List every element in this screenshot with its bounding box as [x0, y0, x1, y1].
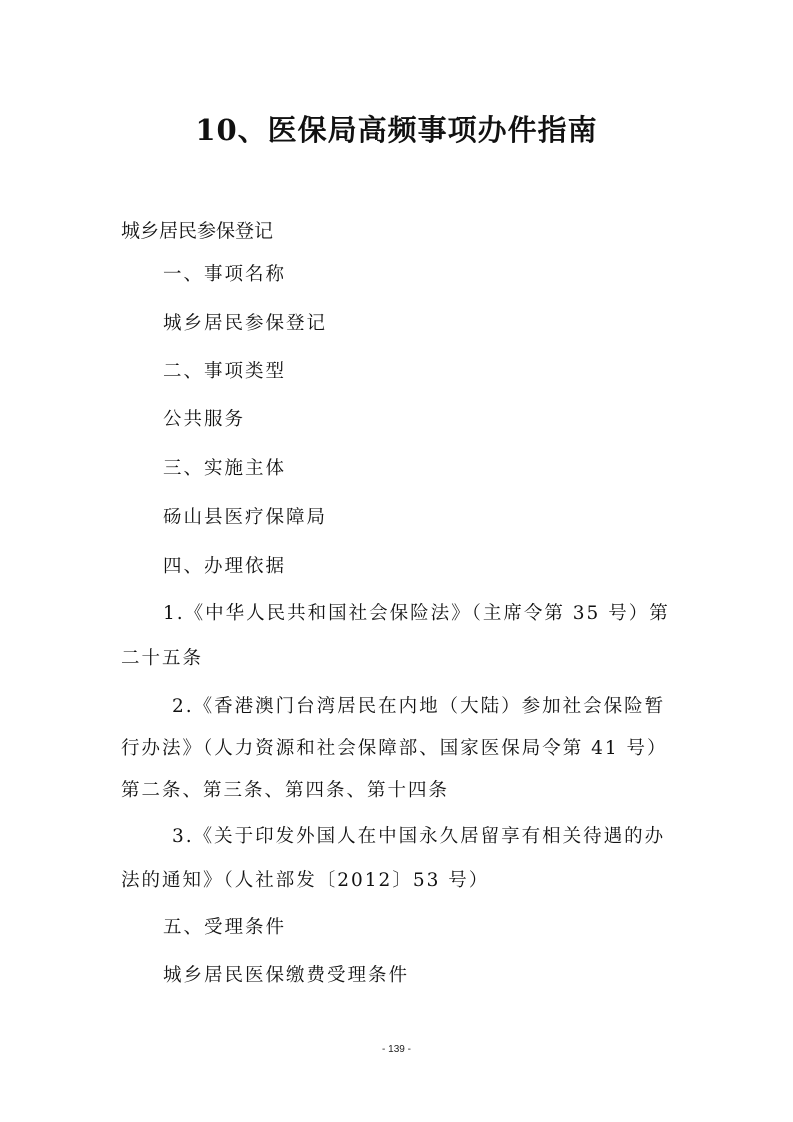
heading-legal-basis: 四、办理依据 — [163, 556, 287, 577]
page-number: - 139 - — [382, 1044, 411, 1055]
acceptance-conditions-value: 城乡居民医保缴费受理条件 — [163, 965, 410, 986]
heading-item-type: 二、事项类型 — [163, 361, 287, 382]
heading-implementing-body: 三、实施主体 — [163, 458, 287, 479]
legal-basis-2-line-2: 行办法》（人力资源和社会保障部、国家医保局令第 41 号） — [121, 738, 668, 759]
legal-basis-1-line-1: 1.《中华人民共和国社会保险法》（主席令第 35 号）第 — [163, 603, 670, 624]
legal-basis-3-line-2: 法的通知》（人社部发〔2012〕53 号） — [121, 870, 490, 891]
item-type-value: 公共服务 — [163, 409, 246, 430]
implementing-body-value: 砀山县医疗保障局 — [163, 507, 328, 528]
item-name-value: 城乡居民参保登记 — [163, 313, 328, 334]
legal-basis-2-line-3: 第二条、第三条、第四条、第十四条 — [121, 780, 450, 801]
legal-basis-3-line-1: 3.《关于印发外国人在中国永久居留享有相关待遇的办 — [172, 826, 666, 847]
heading-acceptance-conditions: 五、受理条件 — [163, 917, 287, 938]
legal-basis-2-line-1: 2.《香港澳门台湾居民在内地（大陆）参加社会保险暂 — [172, 696, 666, 717]
heading-item-name: 一、事项名称 — [163, 264, 287, 285]
document-title: 10、医保局高频事项办件指南 — [195, 113, 598, 147]
legal-basis-1-line-2: 二十五条 — [121, 648, 204, 669]
section-title: 城乡居民参保登记 — [121, 220, 274, 242]
